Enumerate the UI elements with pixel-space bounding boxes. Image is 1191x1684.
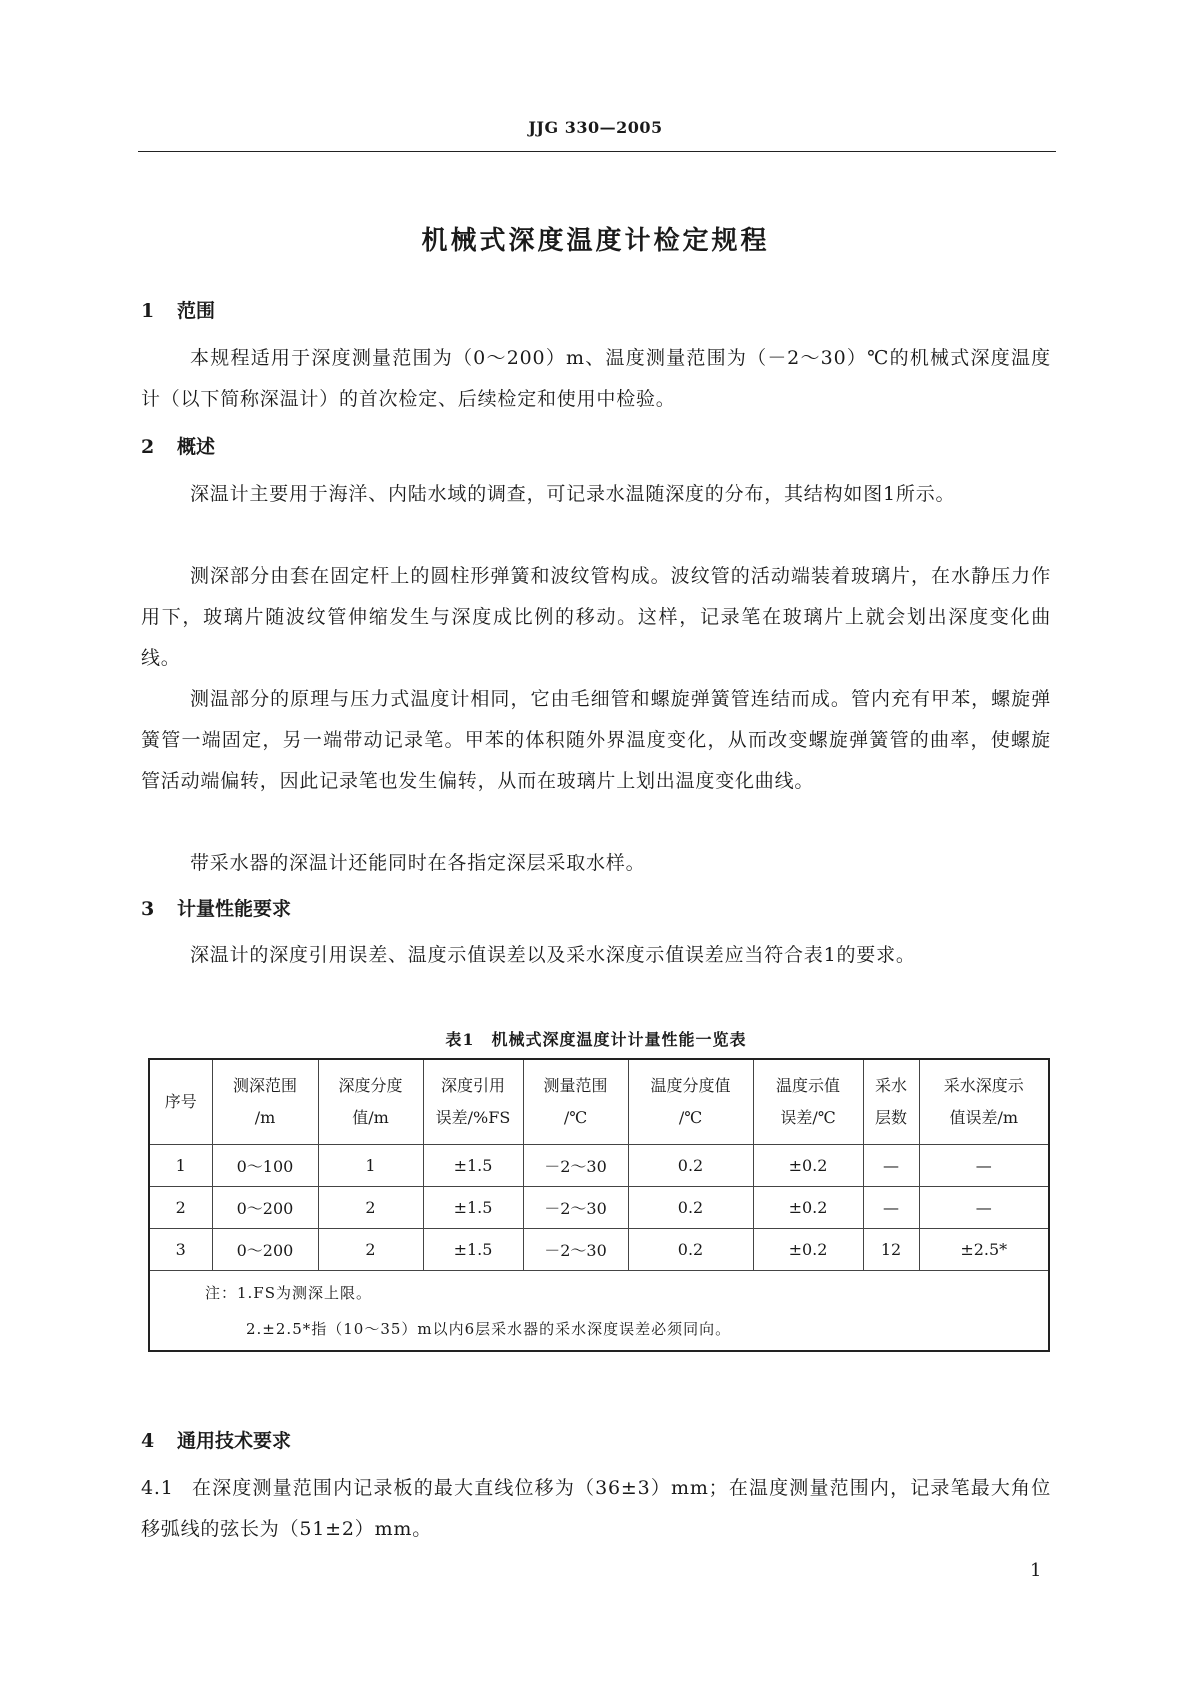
clause-text: 在深度测量范围内记录板的最大直线位移为（36±3）mm；在温度测量范围内，记录笔最大角位移弧线的弦长为（51±2）mm。 xyxy=(141,1477,1051,1540)
section-title: 概述 xyxy=(177,436,216,458)
header-cell: 温度分度值 /℃ xyxy=(628,1060,753,1145)
section-3-heading xyxy=(141,894,291,921)
table-note-1: 注：1.FS为测深上限。 xyxy=(205,1284,372,1302)
header-cell: 采水深度示 值误差/m xyxy=(919,1060,1048,1145)
section-3-paragraph: 深温计的深度引用误差、温度示值误差以及采水深度示值误差应当符合表1的要求。 xyxy=(190,944,916,966)
section-2-paragraph-2: 测深部分由套在固定杆上的圆柱形弹簧和波纹管构成。波纹管的活动端装着玻璃片，在水静压力作用下，玻璃片随波纹管伸缩发生与深度成比例的移动。这样，记录笔在玻璃片上就会划出深度变化曲线。 xyxy=(141,565,1051,669)
section-number: 3 xyxy=(141,898,155,920)
section-1-heading xyxy=(141,296,215,323)
document-code: JJG 330—2005 xyxy=(528,118,663,137)
header-rule xyxy=(138,151,1056,152)
section-title: 通用技术要求 xyxy=(177,1430,292,1452)
section-4-heading xyxy=(141,1426,291,1453)
table-notes xyxy=(150,1268,1048,1350)
header-cell: 测量范围 /℃ xyxy=(523,1060,628,1145)
table-note-2: 2.±2.5*指（10～35）m以内6层采水器的采水深度误差必须同向。 xyxy=(246,1320,732,1338)
performance-table-grid xyxy=(150,1060,1048,1271)
section-2-heading xyxy=(141,432,215,459)
table-row: 1 0～100 1 ±1.5 －2～30 0.2 ±0.2 — — xyxy=(150,1145,1048,1187)
header-cell: 采水 层数 xyxy=(863,1060,919,1145)
table-caption: 表1 机械式深度温度计计量性能一览表 xyxy=(445,1030,747,1049)
table-header-row xyxy=(150,1060,1048,1145)
section-2-paragraph-1: 深温计主要用于海洋、内陆水域的调查，可记录水温随深度的分布，其结构如图1所示。 xyxy=(190,483,956,505)
document-title: 机械式深度温度计检定规程 xyxy=(421,226,770,256)
section-title: 范围 xyxy=(177,300,216,322)
section-number: 2 xyxy=(141,436,155,458)
table-row: 3 0～200 2 ±1.5 －2～30 0.2 ±0.2 12 ±2.5* xyxy=(150,1229,1048,1271)
header-cell: 序号 xyxy=(150,1060,212,1145)
section-1-paragraph: 本规程适用于深度测量范围为（0～200）m、温度测量范围为（－2～30）℃的机械式深度温度计（以下简称深温计）的首次检定、后续检定和使用中检验。 xyxy=(141,347,1051,410)
header-cell: 温度示值 误差/℃ xyxy=(753,1060,863,1145)
header-cell: 测深范围 /m xyxy=(212,1060,318,1145)
page-number: 1 xyxy=(1030,1560,1042,1581)
section-2-paragraph-4: 带采水器的深温计还能同时在各指定深层采取水样。 xyxy=(190,852,646,874)
section-number: 4 xyxy=(141,1430,155,1452)
header-cell: 深度分度 值/m xyxy=(318,1060,423,1145)
table-row: 2 0～200 2 ±1.5 －2～30 0.2 ±0.2 — — xyxy=(150,1187,1048,1229)
clause-4-1 xyxy=(141,1468,1051,1550)
performance-table xyxy=(148,1058,1050,1352)
header-cell: 深度引用 误差/%FS xyxy=(423,1060,523,1145)
clause-number: 4.1 xyxy=(141,1477,174,1499)
section-2-paragraph-3: 测温部分的原理与压力式温度计相同，它由毛细管和螺旋弹簧管连结而成。管内充有甲苯，螺旋弹簧管一端固定，另一端带动记录笔。甲苯的体积随外界温度变化，从而改变螺旋弹簧管的曲率，使螺旋管活动端偏转，因此记录笔也发生偏转，从而在玻璃片上划出温度变化曲线。 xyxy=(141,688,1051,792)
section-title: 计量性能要求 xyxy=(177,898,292,920)
section-number: 1 xyxy=(141,300,155,322)
